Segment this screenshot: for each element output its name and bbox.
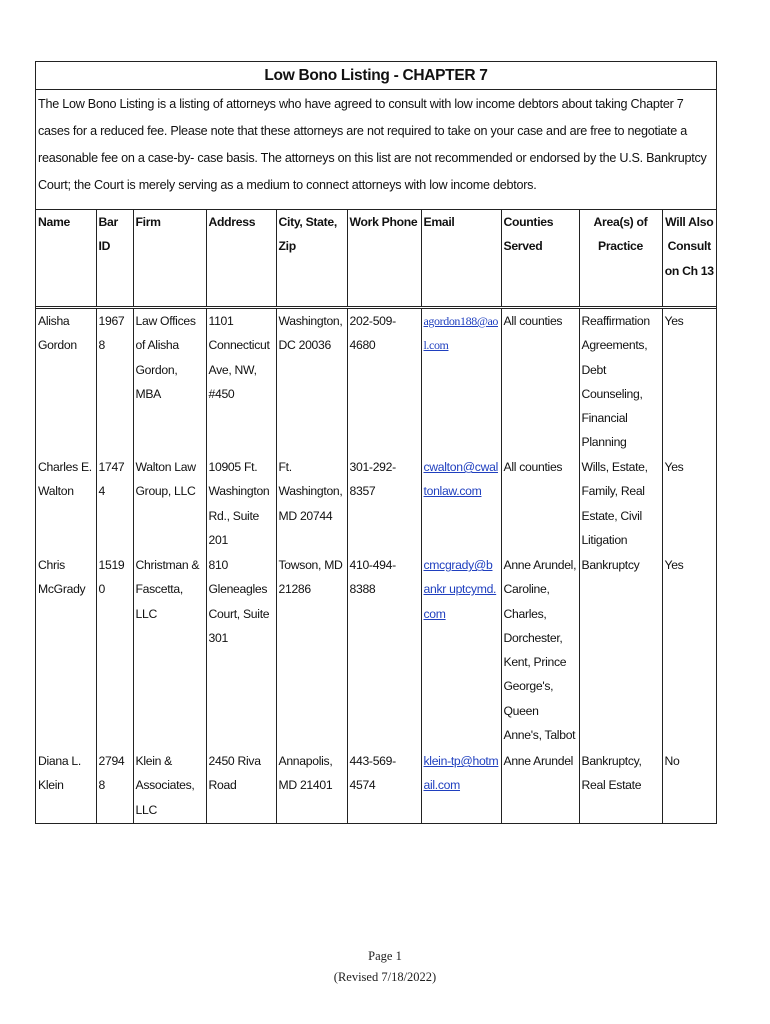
cell-firm: Klein & Associates, LLC xyxy=(133,749,206,824)
email-link[interactable]: agordon188@aol.com xyxy=(423,314,498,353)
cell-ch13: Yes xyxy=(662,553,716,749)
cell-address: 810 Gleneagles Court, Suite 301 xyxy=(206,553,276,749)
cell-name: Chris McGrady xyxy=(38,558,86,597)
table-row xyxy=(36,455,716,553)
header-bar-id: Bar ID xyxy=(96,210,133,308)
header-name: Name xyxy=(36,210,96,308)
header-phone: Work Phone xyxy=(347,210,421,308)
page-footer xyxy=(0,946,770,988)
attorney-table xyxy=(36,210,716,824)
cell-counties: All counties xyxy=(501,455,579,553)
table-row xyxy=(36,553,716,749)
cell-ch13: Yes xyxy=(662,308,716,456)
table-header-row xyxy=(36,210,716,308)
cell-phone: 202-509-4680 xyxy=(347,308,421,456)
cell-counties: Anne Arundel, Caroline, Charles, Dorchester, Kent, Prince George's, Queen Anne's, Talbot xyxy=(501,553,579,749)
cell-areas: Reaffirmation Agreements, Debt Counseling, Financial Planning xyxy=(579,308,662,456)
cell-areas: Bankruptcy, Real Estate xyxy=(579,749,662,824)
table-row xyxy=(36,749,716,824)
cell-areas: Wills, Estate, Family, Real Estate, Civil Litigation xyxy=(579,455,662,553)
cell-areas: Bankruptcy xyxy=(579,553,662,749)
header-firm: Firm xyxy=(133,210,206,308)
cell-bar-id: 17474 xyxy=(96,455,133,553)
header-city: City, State, Zip xyxy=(276,210,347,308)
header-areas: Area(s) of Practice xyxy=(579,210,662,308)
intro-paragraph: The Low Bono Listing is a listing of attorneys who have agreed to consult with low income debtors about taking Chapter 7 cases for a reduced fee. Please note that these attorneys are not required to take on your case and are free to negotiate a reasonable fee on a case-by- case basis. The attorneys on this list are not recommended or endorsed by the U.S. Bankruptcy Court; the Court is merely serving as a medium to connect attorneys with low income debtors. xyxy=(36,90,716,210)
email-link[interactable]: cmcgrady@bankr uptcymd.com xyxy=(423,558,497,621)
cell-address: 1101 Connecticut Ave, NW, #450 xyxy=(206,308,276,456)
document-title: Low Bono Listing - CHAPTER 7 xyxy=(36,62,716,90)
cell-bar-id: 27948 xyxy=(96,749,133,824)
cell-phone: 410-494-8388 xyxy=(347,553,421,749)
cell-ch13: Yes xyxy=(662,455,716,553)
cell-name: Charles E. Walton xyxy=(38,460,92,499)
email-link[interactable]: cwalton@cwaltonlaw.com xyxy=(423,460,498,499)
cell-bar-id: 15190 xyxy=(96,553,133,749)
cell-counties: All counties xyxy=(501,308,579,456)
cell-email xyxy=(421,749,501,824)
cell-ch13: No xyxy=(662,749,716,824)
table-row xyxy=(36,308,716,456)
cell-city: Towson, MD 21286 xyxy=(276,553,347,749)
cell-address: 10905 Ft. Washington Rd., Suite 201 xyxy=(206,455,276,553)
cell-email xyxy=(421,455,501,553)
cell-address: 2450 Riva Road xyxy=(206,749,276,824)
header-address: Address xyxy=(206,210,276,308)
header-counties: Counties Served xyxy=(501,210,579,308)
listing-sheet xyxy=(35,61,717,824)
header-email: Email xyxy=(421,210,501,308)
cell-city: Ft. Washington, MD 20744 xyxy=(276,455,347,553)
cell-counties: Anne Arundel xyxy=(501,749,579,824)
page-number: Page 1 xyxy=(368,949,402,963)
cell-city: Washington, DC 20036 xyxy=(276,308,347,456)
cell-name: Alisha Gordon xyxy=(38,314,77,353)
cell-email xyxy=(421,308,501,456)
cell-phone: 443-569-4574 xyxy=(347,749,421,824)
cell-bar-id: 19678 xyxy=(96,308,133,456)
cell-firm: Law Offices of Alisha Gordon, MBA xyxy=(133,308,206,456)
cell-firm: Christman & Fascetta, LLC xyxy=(133,553,206,749)
cell-name: Diana L. Klein xyxy=(36,749,96,824)
cell-firm: Walton Law Group, LLC xyxy=(133,455,206,553)
email-link[interactable]: klein-tp@hotmail.com xyxy=(423,754,499,793)
cell-city: Annapolis, MD 21401 xyxy=(276,749,347,824)
revision-date: (Revised 7/18/2022) xyxy=(333,970,437,984)
cell-phone: 301-292-8357 xyxy=(347,455,421,553)
header-ch13: Will Also Consult on Ch 13 xyxy=(662,210,716,308)
cell-email xyxy=(421,553,501,749)
